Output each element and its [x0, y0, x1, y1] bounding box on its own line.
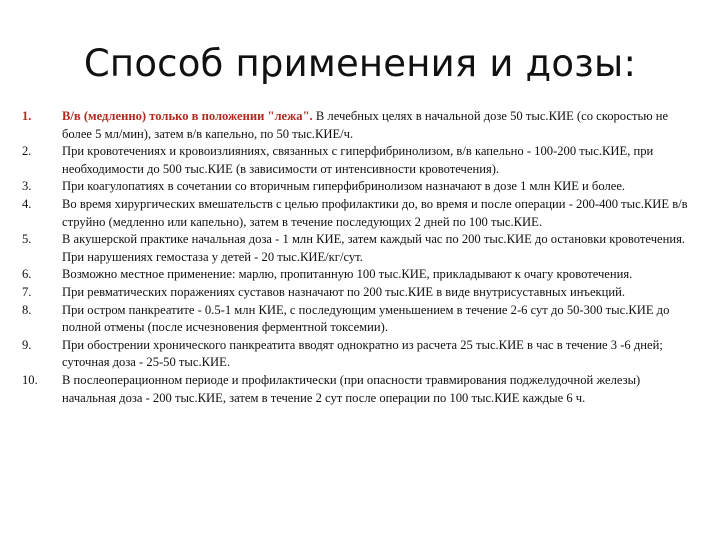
dosage-list — [22, 108, 690, 407]
item-highlight: В/в (медленно) только в положении "лежа". — [62, 109, 313, 123]
list-item — [22, 196, 690, 231]
item-text: При остром панкреатите - 0.5-1 млн КИЕ, с последующим уменьшением в течение 2-6 сут до 50-300 тыс.КИЕ до полной отмены (после исчезновения ферментной токсемии). — [62, 302, 670, 335]
item-number: 3. — [22, 179, 32, 194]
item-number: 6. — [22, 267, 32, 282]
list-item — [22, 108, 690, 143]
item-text: В послеоперационном периоде и профилактически (при опасности травмирования поджелудочной железы) начальная доза - 200 тыс.КИЕ, затем в течение 2 сут после операции по 100 тыс.КИЕ каждые 6 ч. — [62, 372, 641, 405]
item-text: При коагулопатиях в сочетании со вторичным гиперфибринолизом назначают в дозе 1 млн КИЕ и более. — [62, 179, 626, 194]
item-number: 5. — [22, 232, 32, 247]
item-number: 8. — [22, 302, 32, 317]
item-text: При обострении хронического панкреатита вводят однократно из расчета 25 тыс.КИЕ в час в течение 3 -6 дней; суточная доза - 25-50 тыс.КИЕ. — [62, 337, 663, 370]
item-number: 10. — [22, 372, 38, 387]
item-text: Возможно местное применение: марлю, пропитанную 100 тыс.КИЕ, прикладывают к очагу кровотечения. — [62, 267, 633, 282]
item-text: При кровотечениях и кровоизлияниях, связанных с гиперфибринолизом, в/в капельно - 100-200 тыс.КИЕ, при необходимости до 500 тыс.КИЕ (в зависимости от интенсивности кровотечения). — [62, 144, 654, 176]
list-item — [22, 284, 690, 302]
item-body: В лечебных целях в начальной дозе 50 тыс.КИЕ (со скоростью не более 5 мл/мин), затем в/в капельно, по 50 тыс.КИЕ/ч. — [62, 109, 669, 141]
item-number: 9. — [22, 337, 32, 352]
list-item — [22, 178, 690, 196]
item-text: Во время хирургических вмешательств с целью профилактики до, во время и после операции - 200-400 тыс.КИЕ в/в струйно (медленно или капельно), затем в течение последующих 2 дней по 100 тыс.КИЕ. — [62, 196, 688, 229]
list-item — [22, 372, 690, 407]
list-item — [22, 231, 690, 266]
item-number: 1. — [22, 109, 32, 123]
item-text: При ревматических поражениях суставов назначают по 200 тыс.КИЕ в виде внутрисуставных инъекций. — [62, 284, 626, 299]
item-text: В акушерской практике начальная доза - 1 млн КИЕ, затем каждый час по 200 тыс.КИЕ до остановки кровотечения. При нарушениях гемостаза у детей - 20 тыс.КИЕ/кг/сут. — [62, 232, 686, 264]
list-item — [22, 143, 690, 178]
slide-title: Способ применения и дозы: — [83, 42, 637, 85]
item-number: 7. — [22, 284, 32, 299]
list-item — [22, 302, 690, 337]
item-number: 4. — [22, 196, 32, 211]
list-item — [22, 266, 690, 284]
item-text — [62, 108, 690, 143]
item-number: 2. — [22, 144, 32, 159]
list-item — [22, 337, 690, 372]
